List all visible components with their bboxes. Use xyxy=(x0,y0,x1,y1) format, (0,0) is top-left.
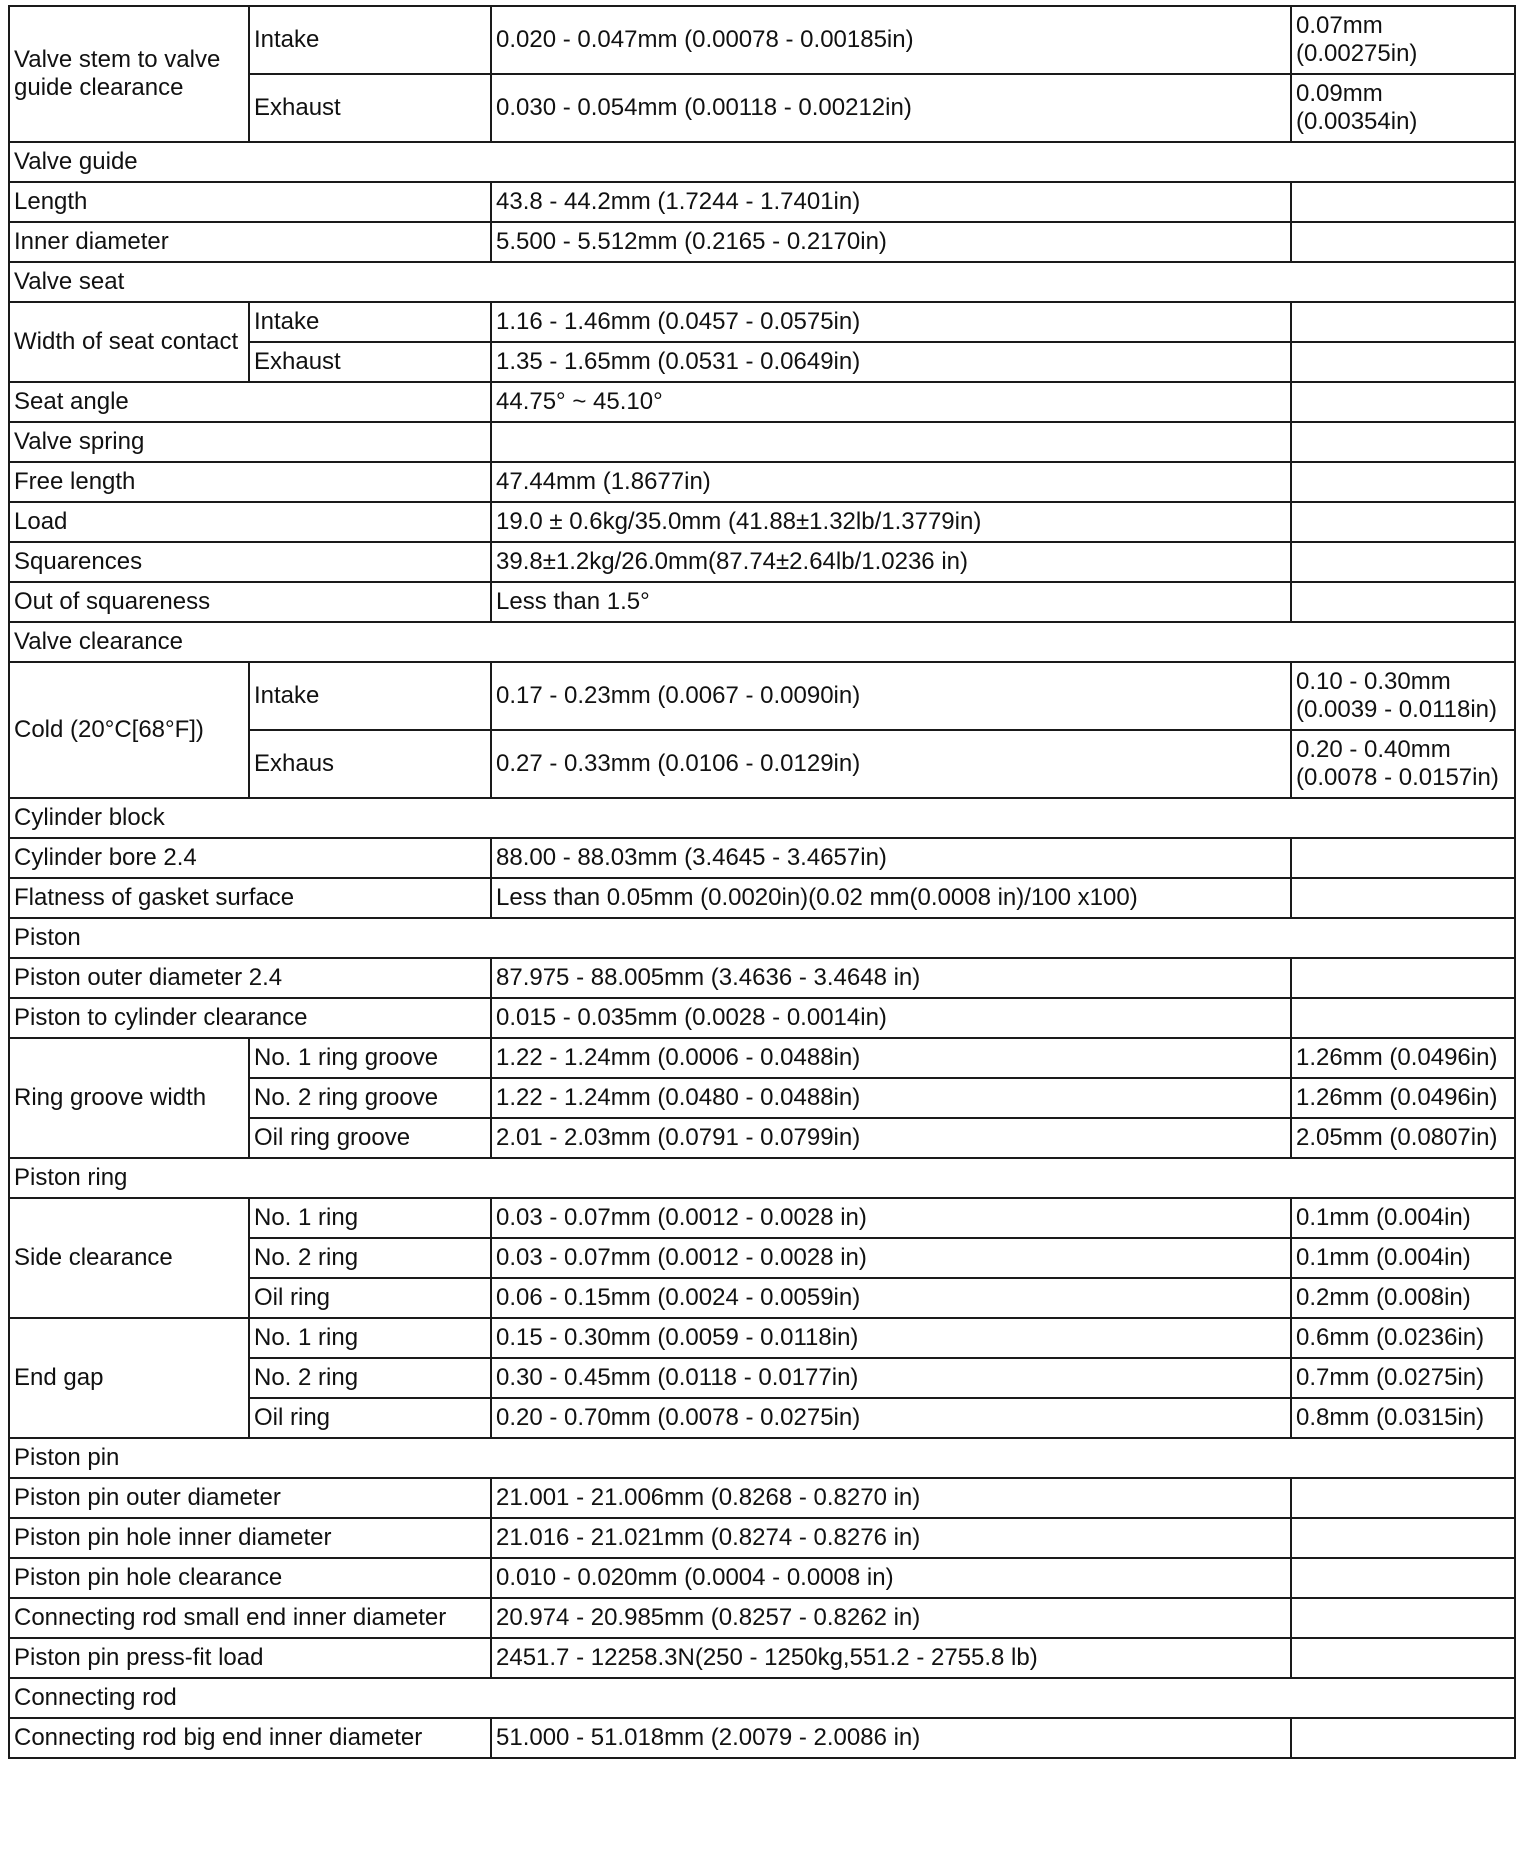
table-row xyxy=(9,1598,1515,1638)
item-label: Piston outer diameter 2.4 xyxy=(9,958,491,998)
item-label: Cold (20°C[68°F]) xyxy=(9,662,249,798)
item-label: Side clearance xyxy=(9,1198,249,1318)
standard-value: 0.15 - 0.30mm (0.0059 - 0.0118in) xyxy=(491,1318,1291,1358)
limit-value xyxy=(1291,1718,1515,1758)
item-label: Inner diameter xyxy=(9,222,491,262)
standard-value: 43.8 - 44.2mm (1.7244 - 1.7401in) xyxy=(491,182,1291,222)
engine-spec-table xyxy=(8,5,1516,1759)
table-row xyxy=(9,222,1515,262)
sub-item-label: No. 1 ring xyxy=(249,1318,491,1358)
sub-item-label: Exhaust xyxy=(249,74,491,142)
standard-value: Less than 1.5° xyxy=(491,582,1291,622)
limit-value: 0.7mm (0.0275in) xyxy=(1291,1358,1515,1398)
limit-value: 0.8mm (0.0315in) xyxy=(1291,1398,1515,1438)
item-label: Valve stem to valve guide clearance xyxy=(9,6,249,142)
item-label: Length xyxy=(9,182,491,222)
limit-value: 0.1mm (0.004in) xyxy=(1291,1238,1515,1278)
item-label: Width of seat contact xyxy=(9,302,249,382)
item-label: Piston pin press-fit load xyxy=(9,1638,491,1678)
standard-value: 19.0 ± 0.6kg/35.0mm (41.88±1.32lb/1.3779in) xyxy=(491,502,1291,542)
limit-value: 0.09mm (0.00354in) xyxy=(1291,74,1515,142)
standard-value: 39.8±1.2kg/26.0mm(87.74±2.64lb/1.0236 in) xyxy=(491,542,1291,582)
item-label: Piston pin hole clearance xyxy=(9,1558,491,1598)
item-label: Squarences xyxy=(9,542,491,582)
section-heading: Cylinder block xyxy=(9,798,1515,838)
section-heading: Connecting rod xyxy=(9,1678,1515,1718)
limit-value xyxy=(1291,1518,1515,1558)
limit-value: 0.10 - 0.30mm (0.0039 - 0.0118in) xyxy=(1291,662,1515,730)
standard-value xyxy=(491,422,1291,462)
standard-value: Less than 0.05mm (0.0020in)(0.02 mm(0.0008 in)/100 x100) xyxy=(491,878,1291,918)
item-label: Piston to cylinder clearance xyxy=(9,998,491,1038)
item-label: Free length xyxy=(9,462,491,502)
standard-value: 0.06 - 0.15mm (0.0024 - 0.0059in) xyxy=(491,1278,1291,1318)
standard-value: 1.22 - 1.24mm (0.0480 - 0.0488in) xyxy=(491,1078,1291,1118)
limit-value xyxy=(1291,1598,1515,1638)
limit-value xyxy=(1291,382,1515,422)
limit-value xyxy=(1291,582,1515,622)
section-heading: Piston pin xyxy=(9,1438,1515,1478)
limit-value: 0.1mm (0.004in) xyxy=(1291,1198,1515,1238)
limit-value xyxy=(1291,1558,1515,1598)
table-row xyxy=(9,502,1515,542)
section-heading: Valve seat xyxy=(9,262,1515,302)
table-row xyxy=(9,1718,1515,1758)
section-row xyxy=(9,262,1515,302)
section-row xyxy=(9,1438,1515,1478)
item-label: Connecting rod small end inner diameter xyxy=(9,1598,491,1638)
sub-item-label: Oil ring xyxy=(249,1398,491,1438)
table-row xyxy=(9,6,1515,74)
limit-value xyxy=(1291,222,1515,262)
section-row xyxy=(9,1158,1515,1198)
item-label: Piston pin outer diameter xyxy=(9,1478,491,1518)
limit-value xyxy=(1291,342,1515,382)
standard-value: 0.015 - 0.035mm (0.0028 - 0.0014in) xyxy=(491,998,1291,1038)
standard-value: 47.44mm (1.8677in) xyxy=(491,462,1291,502)
limit-value xyxy=(1291,878,1515,918)
limit-value: 0.20 - 0.40mm (0.0078 - 0.0157in) xyxy=(1291,730,1515,798)
sub-item-label: No. 2 ring xyxy=(249,1238,491,1278)
sub-item-label: No. 2 ring groove xyxy=(249,1078,491,1118)
sub-item-label: Oil ring groove xyxy=(249,1118,491,1158)
table-row xyxy=(9,302,1515,342)
sub-item-label: Exhaust xyxy=(249,342,491,382)
table-row xyxy=(9,1038,1515,1078)
standard-value: 21.016 - 21.021mm (0.8274 - 0.8276 in) xyxy=(491,1518,1291,1558)
table-row xyxy=(9,878,1515,918)
sub-item-label: No. 2 ring xyxy=(249,1358,491,1398)
table-row xyxy=(9,1198,1515,1238)
standard-value: 0.030 - 0.054mm (0.00118 - 0.00212in) xyxy=(491,74,1291,142)
limit-value: 0.6mm (0.0236in) xyxy=(1291,1318,1515,1358)
table-row xyxy=(9,542,1515,582)
table-row xyxy=(9,1638,1515,1678)
section-row xyxy=(9,798,1515,838)
section-row xyxy=(9,918,1515,958)
limit-value xyxy=(1291,302,1515,342)
table-row xyxy=(9,1558,1515,1598)
table-row xyxy=(9,582,1515,622)
section-row xyxy=(9,1678,1515,1718)
standard-value: 5.500 - 5.512mm (0.2165 - 0.2170in) xyxy=(491,222,1291,262)
limit-value xyxy=(1291,998,1515,1038)
limit-value xyxy=(1291,182,1515,222)
sub-item-label: Intake xyxy=(249,6,491,74)
standard-value: 0.27 - 0.33mm (0.0106 - 0.0129in) xyxy=(491,730,1291,798)
section-heading: Valve clearance xyxy=(9,622,1515,662)
section-heading: Valve guide xyxy=(9,142,1515,182)
standard-value: 1.22 - 1.24mm (0.0006 - 0.0488in) xyxy=(491,1038,1291,1078)
table-row xyxy=(9,998,1515,1038)
table-row xyxy=(9,182,1515,222)
standard-value: 0.17 - 0.23mm (0.0067 - 0.0090in) xyxy=(491,662,1291,730)
item-label: Ring groove width xyxy=(9,1038,249,1158)
limit-value xyxy=(1291,542,1515,582)
limit-value: 1.26mm (0.0496in) xyxy=(1291,1038,1515,1078)
table-row xyxy=(9,1518,1515,1558)
item-label: Valve spring xyxy=(9,422,491,462)
standard-value: 0.03 - 0.07mm (0.0012 - 0.0028 in) xyxy=(491,1198,1291,1238)
standard-value: 0.30 - 0.45mm (0.0118 - 0.0177in) xyxy=(491,1358,1291,1398)
limit-value xyxy=(1291,462,1515,502)
standard-value: 2451.7 - 12258.3N(250 - 1250kg,551.2 - 2755.8 lb) xyxy=(491,1638,1291,1678)
table-row xyxy=(9,382,1515,422)
sub-item-label: Intake xyxy=(249,662,491,730)
standard-value: 88.00 - 88.03mm (3.4645 - 3.4657in) xyxy=(491,838,1291,878)
section-heading: Piston xyxy=(9,918,1515,958)
table-row xyxy=(9,662,1515,730)
standard-value: 20.974 - 20.985mm (0.8257 - 0.8262 in) xyxy=(491,1598,1291,1638)
section-row xyxy=(9,622,1515,662)
limit-value xyxy=(1291,502,1515,542)
limit-value xyxy=(1291,958,1515,998)
limit-value xyxy=(1291,1478,1515,1518)
standard-value: 0.20 - 0.70mm (0.0078 - 0.0275in) xyxy=(491,1398,1291,1438)
standard-value: 44.75° ~ 45.10° xyxy=(491,382,1291,422)
limit-value xyxy=(1291,838,1515,878)
section-row xyxy=(9,142,1515,182)
limit-value: 2.05mm (0.0807in) xyxy=(1291,1118,1515,1158)
sub-item-label: No. 1 ring xyxy=(249,1198,491,1238)
standard-value: 51.000 - 51.018mm (2.0079 - 2.0086 in) xyxy=(491,1718,1291,1758)
section-heading: Piston ring xyxy=(9,1158,1515,1198)
table-row xyxy=(9,1318,1515,1358)
item-label: Piston pin hole inner diameter xyxy=(9,1518,491,1558)
item-label: End gap xyxy=(9,1318,249,1438)
standard-value: 2.01 - 2.03mm (0.0791 - 0.0799in) xyxy=(491,1118,1291,1158)
table-row xyxy=(9,462,1515,502)
table-row xyxy=(9,422,1515,462)
table-row xyxy=(9,838,1515,878)
item-label: Flatness of gasket surface xyxy=(9,878,491,918)
standard-value: 1.35 - 1.65mm (0.0531 - 0.0649in) xyxy=(491,342,1291,382)
item-label: Load xyxy=(9,502,491,542)
standard-value: 0.020 - 0.047mm (0.00078 - 0.00185in) xyxy=(491,6,1291,74)
table-row xyxy=(9,1478,1515,1518)
item-label: Out of squareness xyxy=(9,582,491,622)
limit-value: 1.26mm (0.0496in) xyxy=(1291,1078,1515,1118)
standard-value: 0.010 - 0.020mm (0.0004 - 0.0008 in) xyxy=(491,1558,1291,1598)
item-label: Cylinder bore 2.4 xyxy=(9,838,491,878)
sub-item-label: Intake xyxy=(249,302,491,342)
limit-value xyxy=(1291,1638,1515,1678)
sub-item-label: Oil ring xyxy=(249,1278,491,1318)
standard-value: 0.03 - 0.07mm (0.0012 - 0.0028 in) xyxy=(491,1238,1291,1278)
standard-value: 87.975 - 88.005mm (3.4636 - 3.4648 in) xyxy=(491,958,1291,998)
sub-item-label: Exhaus xyxy=(249,730,491,798)
standard-value: 1.16 - 1.46mm (0.0457 - 0.0575in) xyxy=(491,302,1291,342)
limit-value: 0.2mm (0.008in) xyxy=(1291,1278,1515,1318)
standard-value: 21.001 - 21.006mm (0.8268 - 0.8270 in) xyxy=(491,1478,1291,1518)
item-label: Seat angle xyxy=(9,382,491,422)
limit-value xyxy=(1291,422,1515,462)
limit-value: 0.07mm (0.00275in) xyxy=(1291,6,1515,74)
table-row xyxy=(9,958,1515,998)
sub-item-label: No. 1 ring groove xyxy=(249,1038,491,1078)
item-label: Connecting rod big end inner diameter xyxy=(9,1718,491,1758)
